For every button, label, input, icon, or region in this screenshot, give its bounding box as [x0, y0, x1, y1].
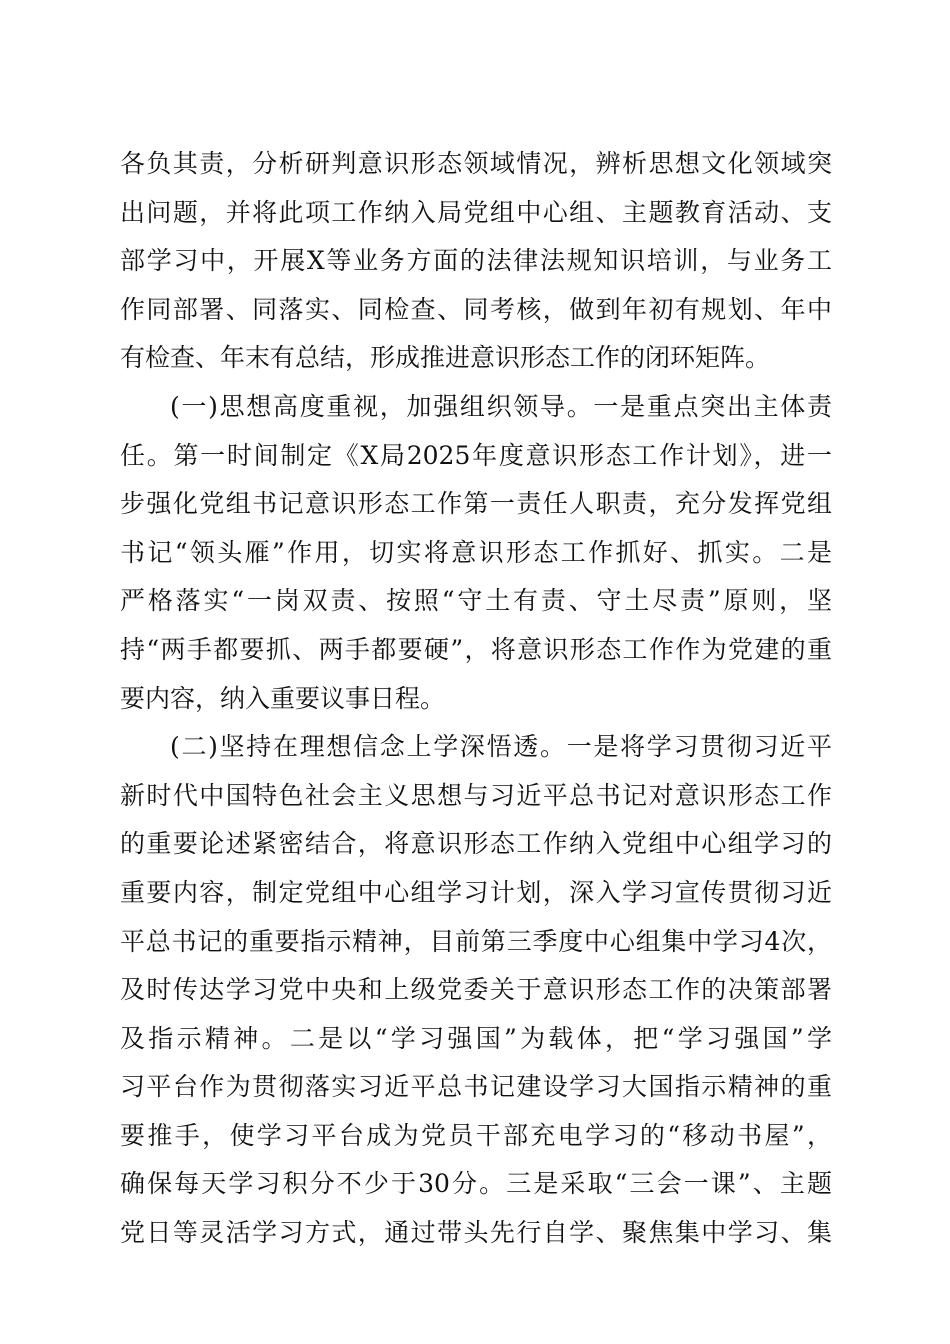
text-line: 严格落实“一岗双责、按照“守土有责、守土尽责”原则，坚 [120, 586, 832, 616]
document-body [120, 140, 832, 1258]
section-heading-line: (二)坚持在理想信念上学深悟透。一是将学习贯彻习近平 [170, 732, 832, 762]
text-line: 作同部署、同落实、同检查、同考核，做到年初有规划、年中 [120, 294, 832, 324]
text-line: 书记“领头雁”作用，切实将意识形态工作抓好、抓实。二是 [120, 537, 832, 567]
text-line: 部学习中，开展X等业务方面的法律法规知识培训，与业务工 [120, 246, 832, 276]
text-line: 步强化党组书记意识形态工作第一责任人职责，充分发挥党组 [120, 489, 832, 519]
text-line: 确保每天学习积分不少于30分。三是采取“三会一课”、主题 [120, 1169, 832, 1199]
text-line: 的重要论述紧密结合，将意识形态工作纳入党组中心组学习的 [120, 829, 832, 859]
text-line: 任。第一时间制定《X局2025年度意识形态工作计划》，进一 [120, 440, 832, 470]
text-line: 新时代中国特色社会主义思想与习近平总书记对意识形态工作 [120, 780, 832, 810]
text-line: 持“两手都要抓、两手都要硬”，将意识形态工作作为党建的重 [120, 634, 832, 664]
text-line: 各负其责，分析研判意识形态领域情况，辨析思想文化领域突 [120, 149, 832, 178]
text-line: 及指示精神。二是以“学习强国”为载体，把“学习强国”学 [120, 1023, 832, 1053]
section-heading-line: (一)思想高度重视，加强组织领导。一是重点突出主体责 [170, 391, 832, 421]
text-line: 党日等灵活学习方式，通过带头先行自学、聚焦集中学习、集 [120, 1218, 832, 1248]
text-line: 平总书记的重要指示精神，目前第三季度中心组集中学习4次， [120, 926, 832, 956]
text-line: 要内容，纳入重要议事日程。 [120, 683, 446, 713]
text-line: 重要内容，制定党组中心组学习计划，深入学习宣传贯彻习近 [120, 877, 832, 907]
text-line: 出问题，并将此项工作纳入局党组中心组、主题教育活动、支 [120, 197, 832, 227]
text-line: 有检查、年末有总结，形成推进意识形态工作的闭环矩阵。 [120, 343, 771, 373]
text-line: 及时传达学习党中央和上级党委关于意识形态工作的决策部署 [120, 975, 832, 1005]
text-line: 习平台作为贯彻落实习近平总书记建设学习大国指示精神的重 [120, 1072, 832, 1102]
text-line: 要推手，使学习平台成为党员干部充电学习的“移动书屋”， [120, 1120, 832, 1150]
